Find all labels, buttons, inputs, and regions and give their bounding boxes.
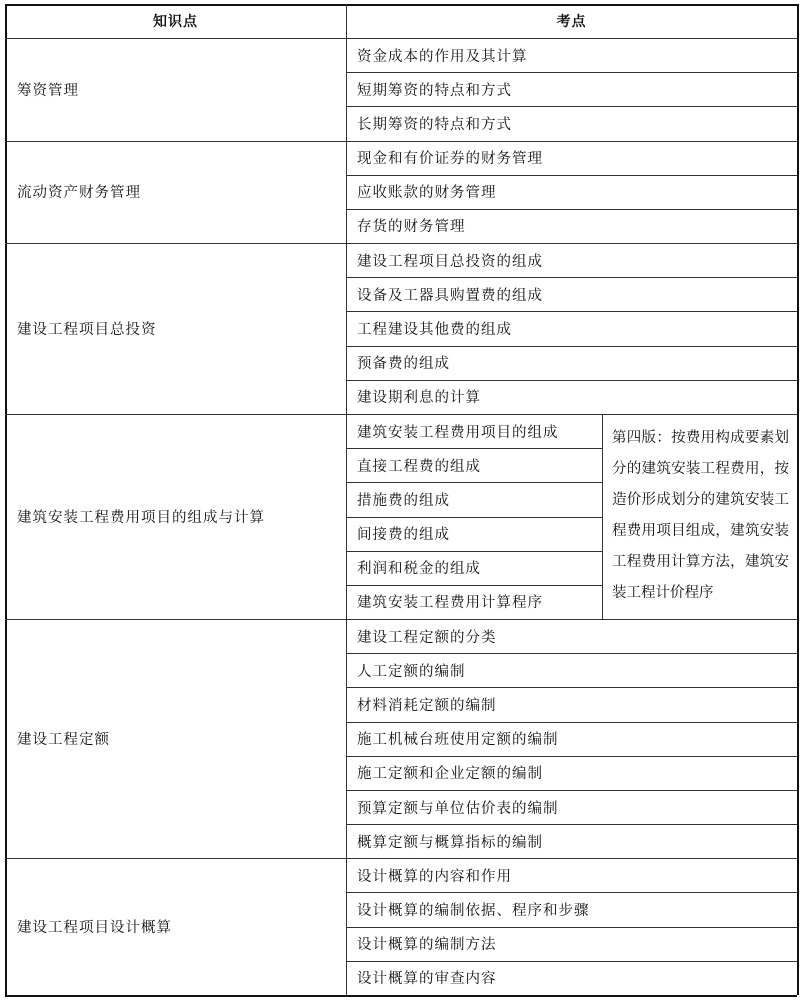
header-col2: 考点 <box>556 14 587 30</box>
knowledge-point-5: 建设工程定额 <box>17 732 110 749</box>
row-divider <box>346 277 797 278</box>
exam-point: 设计概算的编制方法 <box>357 937 497 954</box>
row-divider <box>346 517 602 518</box>
row-divider <box>346 482 602 483</box>
knowledge-point-6: 建设工程项目设计概算 <box>17 920 172 937</box>
table-right-border <box>797 4 799 995</box>
table-top-border <box>5 4 797 6</box>
row-divider <box>346 72 797 73</box>
exam-point: 材料消耗定额的编制 <box>357 697 497 714</box>
exam-point: 设计概算的内容和作用 <box>357 868 512 885</box>
exam-point: 直接工程费的组成 <box>357 458 481 475</box>
row-divider <box>346 585 602 586</box>
row-divider <box>346 380 797 381</box>
exam-point: 建筑安装工程费用项目的组成 <box>357 424 559 441</box>
knowledge-table <box>5 4 797 995</box>
knowledge-point-1: 筹资管理 <box>17 82 79 99</box>
exam-point: 工程建设其他费的组成 <box>357 322 512 338</box>
exam-point: 设计概算的审查内容 <box>357 971 497 988</box>
exam-point: 建筑安装工程费用计算程序 <box>357 595 543 612</box>
exam-point: 预备费的组成 <box>357 356 450 373</box>
row-divider <box>346 756 797 757</box>
exam-point: 间接费的组成 <box>357 527 450 544</box>
exam-point: 存货的财务管理 <box>357 219 466 236</box>
exam-point: 应收账款的财务管理 <box>357 185 497 202</box>
row-divider <box>346 346 797 347</box>
exam-point: 设计概算的编制依据、程序和步骤 <box>357 903 590 920</box>
knowledge-point-2: 流动资产财务管理 <box>17 185 141 202</box>
row-divider <box>346 653 797 654</box>
row-divider <box>346 961 797 962</box>
exam-point: 施工机械台班使用定额的编制 <box>357 732 559 749</box>
exam-point: 短期筹资的特点和方式 <box>357 82 512 99</box>
row-divider <box>346 824 797 825</box>
exam-point: 利润和税金的组成 <box>357 561 481 578</box>
exam-point: 建设工程定额的分类 <box>357 629 497 646</box>
row-divider <box>346 892 797 893</box>
exam-point: 建设期利息的计算 <box>357 390 481 407</box>
knowledge-point-3: 建设工程项目总投资 <box>17 322 157 338</box>
exam-point: 长期筹资的特点和方式 <box>357 116 512 133</box>
row-divider <box>346 722 797 723</box>
row-divider <box>346 106 797 107</box>
row-divider <box>346 790 797 791</box>
exam-point: 预算定额与单位估价表的编制 <box>357 800 559 817</box>
row-divider <box>346 687 797 688</box>
exam-point: 人工定额的编制 <box>357 663 466 680</box>
row-divider <box>346 311 797 312</box>
exam-point: 设备及工器具购置费的组成 <box>357 287 543 304</box>
fourth-edition-note: 第四版：按费用构成要素划分的建筑安装工程费用，按造价形成划分的建筑安装工程费用项目组成，建筑安装工程费用计算方法，建筑安装工程计价程序 <box>612 429 789 601</box>
table-bottom-border <box>5 995 797 997</box>
exam-point: 现金和有价证券的财务管理 <box>357 151 543 168</box>
header-col1: 知识点 <box>153 14 198 30</box>
exam-point: 概算定额与概算指标的编制 <box>357 834 543 851</box>
row-divider <box>346 551 602 552</box>
row-divider <box>346 175 797 176</box>
exam-point: 措施费的组成 <box>357 492 450 509</box>
note-column-divider <box>602 414 603 619</box>
row-divider <box>346 209 797 210</box>
exam-point: 施工定额和企业定额的编制 <box>357 766 543 783</box>
knowledge-point-4: 建筑安装工程费用项目的组成与计算 <box>17 509 265 526</box>
exam-point: 建设工程项目总投资的组成 <box>357 253 543 270</box>
row-divider <box>346 448 602 449</box>
exam-point: 资金成本的作用及其计算 <box>357 48 528 65</box>
row-divider <box>346 927 797 928</box>
